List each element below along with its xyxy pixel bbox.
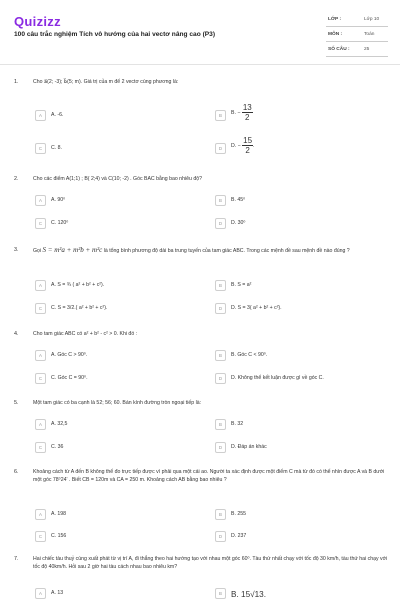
quizizz-logo: Quizizz — [14, 14, 61, 29]
option-d[interactable] — [215, 136, 365, 156]
option-d[interactable]: D D. 30⁰ — [215, 217, 365, 231]
option-b[interactable]: B B. S = a² — [215, 279, 365, 293]
question-text: Hai chiếc tàu thuỷ cùng xuất phát từ vị trí A, đi thẳng theo hai hướng tạo với nhau một góc 60⁰. Tàu thứ nhất chạy với tốc độ 30 km/h, tàu thứ hai chạy với tốc độ 40km/h. Hỏi sau 2 giờ hai tàu cách nhau bao nhiêu km? — [33, 556, 388, 570]
option-a[interactable]: A A. Góc C > 90⁰. — [35, 349, 185, 363]
option-b[interactable]: B B. 45⁰ — [215, 194, 365, 208]
question-text: Khoảng cách từ A đến B không thể đo trực tiếp được vì phải qua một cái ao. Người ta xác định được một điểm C mà từ đó có thể nhìn được A và B dưới một góc 78⁰24' . Biết CB = 120m và CA = 250 m. Khoảng cách AB bằng bao nhiêu ? — [33, 469, 385, 483]
question-text: Một tam giác có ba cạnh là 52; 56; 60. Bán kính đường tròn ngoại tiếp là: — [33, 400, 202, 406]
question-text: Gọi S = m²a + m²b + m²c là tổng bình phương độ dài ba trung tuyến của tam giác ABC. Trong các mệnh đề sau mệnh đề nào đúng ? — [33, 246, 350, 254]
option-letter: B — [215, 110, 226, 121]
option-d[interactable]: D D. 237 — [215, 530, 365, 544]
option-d[interactable]: D D. S = 3( a² + b² + c²). — [215, 302, 365, 316]
option-c[interactable]: C C. Góc C = 90⁰. — [35, 372, 185, 386]
question-number: 2. — [14, 176, 19, 182]
option-a[interactable]: A A. 32,5 — [35, 418, 185, 432]
option-a[interactable]: A A. 198 — [35, 508, 185, 522]
option-b[interactable]: B B. 32 — [215, 418, 365, 432]
option-c[interactable]: C C. S = 3/2.( a² + b² + c²). — [35, 302, 185, 316]
option-letter: A — [35, 110, 46, 121]
option-letter: D — [215, 143, 226, 154]
worksheet-title: 100 câu trắc nghiệm Tích vô hướng của hai vectơ nâng cao (P3) — [14, 31, 216, 38]
option-a[interactable] — [35, 109, 185, 123]
option-c[interactable] — [35, 142, 185, 156]
option-text: C. 8. — [51, 145, 62, 151]
option-d[interactable]: D D. Đáp án khác — [215, 441, 365, 455]
option-b[interactable]: B B. Góc C < 90⁰. — [215, 349, 365, 363]
option-text: B. − $\frac{13}{2}$ — [231, 103, 252, 122]
header-divider — [0, 64, 400, 65]
question-number: 4. — [14, 331, 19, 337]
question-number: 5. — [14, 400, 19, 406]
option-a[interactable]: A A. S = ¾ ( a² + b² + c²). — [35, 279, 185, 293]
option-letter: C — [35, 143, 46, 154]
option-b[interactable]: B B. 255 — [215, 508, 365, 522]
question-number: 3. — [14, 247, 19, 253]
fraction: $\frac{15}{2}$ — [243, 136, 253, 155]
fraction: $\frac{13}{2}$ — [242, 103, 252, 122]
meta-row-class: LỚP : Lớp 10 — [326, 12, 388, 27]
worksheet-meta — [326, 12, 388, 57]
option-c[interactable]: C C. 156 — [35, 530, 185, 544]
question-text: Cho các điểm A(1;1) ; B( 2;4) và C(10; -2) . Góc BAC bằng bao nhiêu độ? — [33, 176, 202, 182]
meta-row-subject: MÔN : Toán — [326, 27, 388, 42]
meta-row-count: SỐ CÂU : 25 — [326, 42, 388, 57]
formula: S = m²a + m²b + m²c — [42, 246, 103, 254]
option-c[interactable]: C C. 36 — [35, 441, 185, 455]
option-b[interactable]: B B. 15√13. — [215, 587, 365, 601]
option-d[interactable]: D D. Không thể kết luận được gì về góc C. — [215, 372, 365, 386]
option-text: A. -6. — [51, 112, 64, 118]
option-b[interactable] — [215, 103, 365, 123]
question-number: 6. — [14, 469, 19, 475]
question-number: 7. — [14, 556, 19, 562]
option-c[interactable]: C C. 120⁰ — [35, 217, 185, 231]
option-a[interactable]: A A. 13 — [35, 587, 185, 601]
option-text: D. − $\frac{15}{2}$ . — [231, 136, 255, 155]
page-header — [0, 0, 400, 62]
question-text: Cho a⃗(2; -3); b⃗(5; m). Giá trị của m để 2 vectơ cùng phương là: — [33, 79, 179, 85]
question-text: Cho tam giác ABC có a² + b² - c² > 0. Khi đó : — [33, 331, 138, 337]
question-number: 1. — [14, 79, 19, 85]
option-a[interactable]: A A. 90⁰ — [35, 194, 185, 208]
